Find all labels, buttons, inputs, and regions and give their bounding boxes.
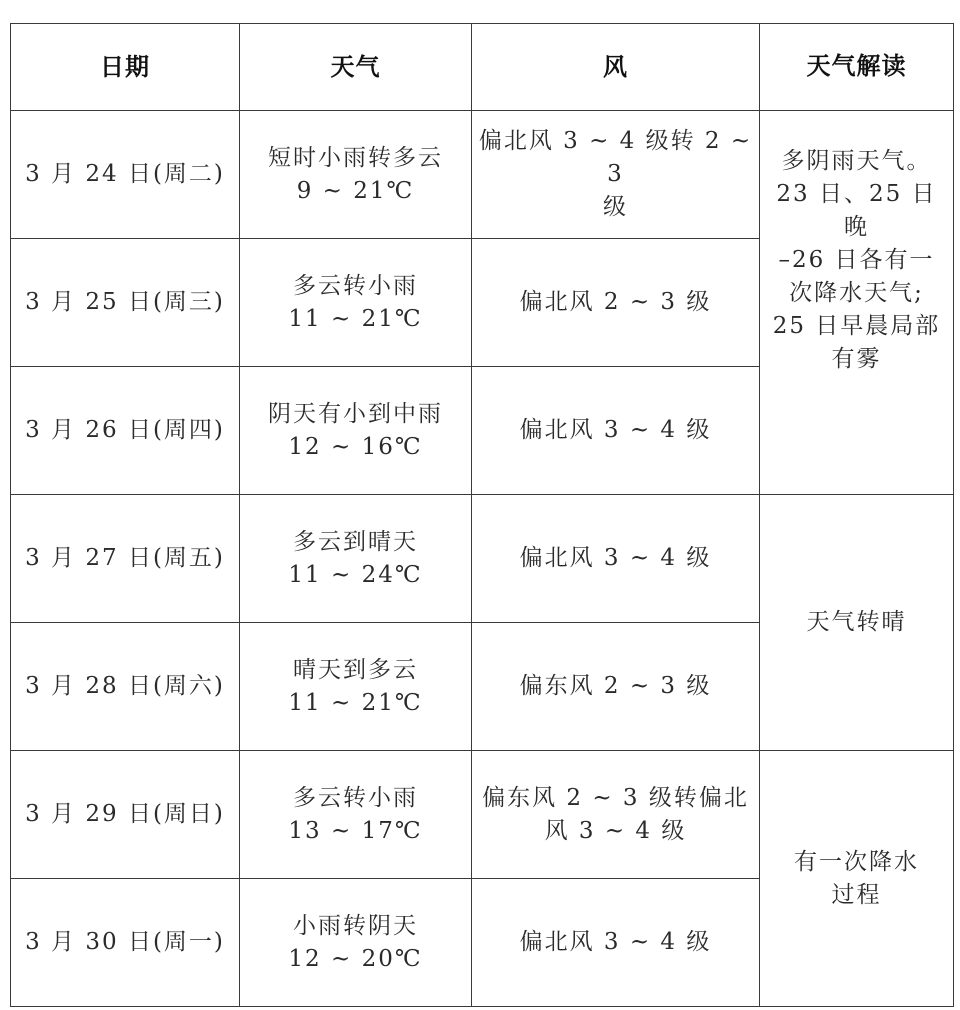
date-cell: 3 月 27 日(周五) xyxy=(11,495,240,623)
weather-condition: 短时小雨转多云 xyxy=(268,144,443,171)
temperature-range: 13 ~ 17℃ xyxy=(288,817,423,844)
wind-text: 偏北风 3 ~ 4 级 xyxy=(519,929,712,955)
wind-cell xyxy=(472,111,760,239)
interpretation-line: 有一次降水 xyxy=(794,848,919,875)
wind-text: 偏北风 2 ~ 3 级 xyxy=(519,289,712,315)
weather-condition: 多云转小雨 xyxy=(293,784,418,811)
interpretation-line: 有雾 xyxy=(831,346,882,372)
wind-cell xyxy=(472,751,760,879)
weather-cell xyxy=(240,367,472,495)
table-row xyxy=(11,111,954,239)
wind-text: 风 3 ~ 4 级 xyxy=(544,817,687,844)
weather-cell xyxy=(240,111,472,239)
weather-cell xyxy=(240,751,472,879)
wind-text: 偏东风 2 ~ 3 级转偏北 xyxy=(482,784,749,811)
wind-text: 偏北风 3 ~ 4 级 xyxy=(519,545,712,571)
weather-forecast-table xyxy=(10,23,954,1007)
weather-cell xyxy=(240,239,472,367)
weather-condition: 小雨转阴天 xyxy=(293,912,418,939)
wind-text: 偏东风 2 ~ 3 级 xyxy=(519,673,712,699)
header-weather: 天气 xyxy=(240,24,472,111)
wind-text: 级 xyxy=(603,194,628,220)
wind-cell xyxy=(472,623,760,751)
wind-cell xyxy=(472,367,760,495)
table-header-row xyxy=(11,24,954,111)
table-row xyxy=(11,495,954,623)
date-cell: 3 月 25 日(周三) xyxy=(11,239,240,367)
temperature-range: 12 ~ 20℃ xyxy=(288,945,423,972)
wind-text: 偏北风 3 ~ 4 级转 2 ~ 3 xyxy=(478,128,753,187)
interpretation-cell xyxy=(760,495,954,751)
weather-condition: 晴天到多云 xyxy=(293,656,418,683)
weather-cell xyxy=(240,879,472,1007)
date-cell: 3 月 29 日(周日) xyxy=(11,751,240,879)
weather-cell xyxy=(240,623,472,751)
interpretation-line: 25 日早晨局部 xyxy=(772,313,941,339)
wind-cell xyxy=(472,239,760,367)
date-cell: 3 月 24 日(周二) xyxy=(11,111,240,239)
temperature-range: 11 ~ 24℃ xyxy=(288,561,423,588)
temperature-range: 9 ~ 21℃ xyxy=(296,177,415,204)
interpretation-cell xyxy=(760,751,954,1007)
temperature-range: 12 ~ 16℃ xyxy=(288,433,423,460)
interpretation-cell xyxy=(760,111,954,495)
interpretation-line: 23 日、25 日晚 xyxy=(776,181,937,240)
interpretation-line: –26 日各有一 xyxy=(778,247,935,273)
header-date: 日期 xyxy=(11,24,240,111)
wind-cell xyxy=(472,879,760,1007)
weather-condition: 多云转小雨 xyxy=(293,272,418,299)
header-interpretation: 天气解读 xyxy=(760,24,954,111)
date-cell: 3 月 26 日(周四) xyxy=(11,367,240,495)
table-row xyxy=(11,751,954,879)
interpretation-line: 过程 xyxy=(831,881,882,908)
wind-text: 偏北风 3 ~ 4 级 xyxy=(519,417,712,443)
weather-cell xyxy=(240,495,472,623)
interpretation-line: 天气转晴 xyxy=(806,609,907,635)
date-cell: 3 月 30 日(周一) xyxy=(11,879,240,1007)
header-wind: 风 xyxy=(472,24,760,111)
interpretation-line: 次降水天气; xyxy=(789,280,924,306)
date-cell: 3 月 28 日(周六) xyxy=(11,623,240,751)
temperature-range: 11 ~ 21℃ xyxy=(288,689,423,716)
wind-cell xyxy=(472,495,760,623)
weather-condition: 阴天有小到中雨 xyxy=(268,400,443,427)
temperature-range: 11 ~ 21℃ xyxy=(288,305,423,332)
interpretation-line: 多阴雨天气。 xyxy=(781,148,932,174)
weather-condition: 多云到晴天 xyxy=(293,528,418,555)
